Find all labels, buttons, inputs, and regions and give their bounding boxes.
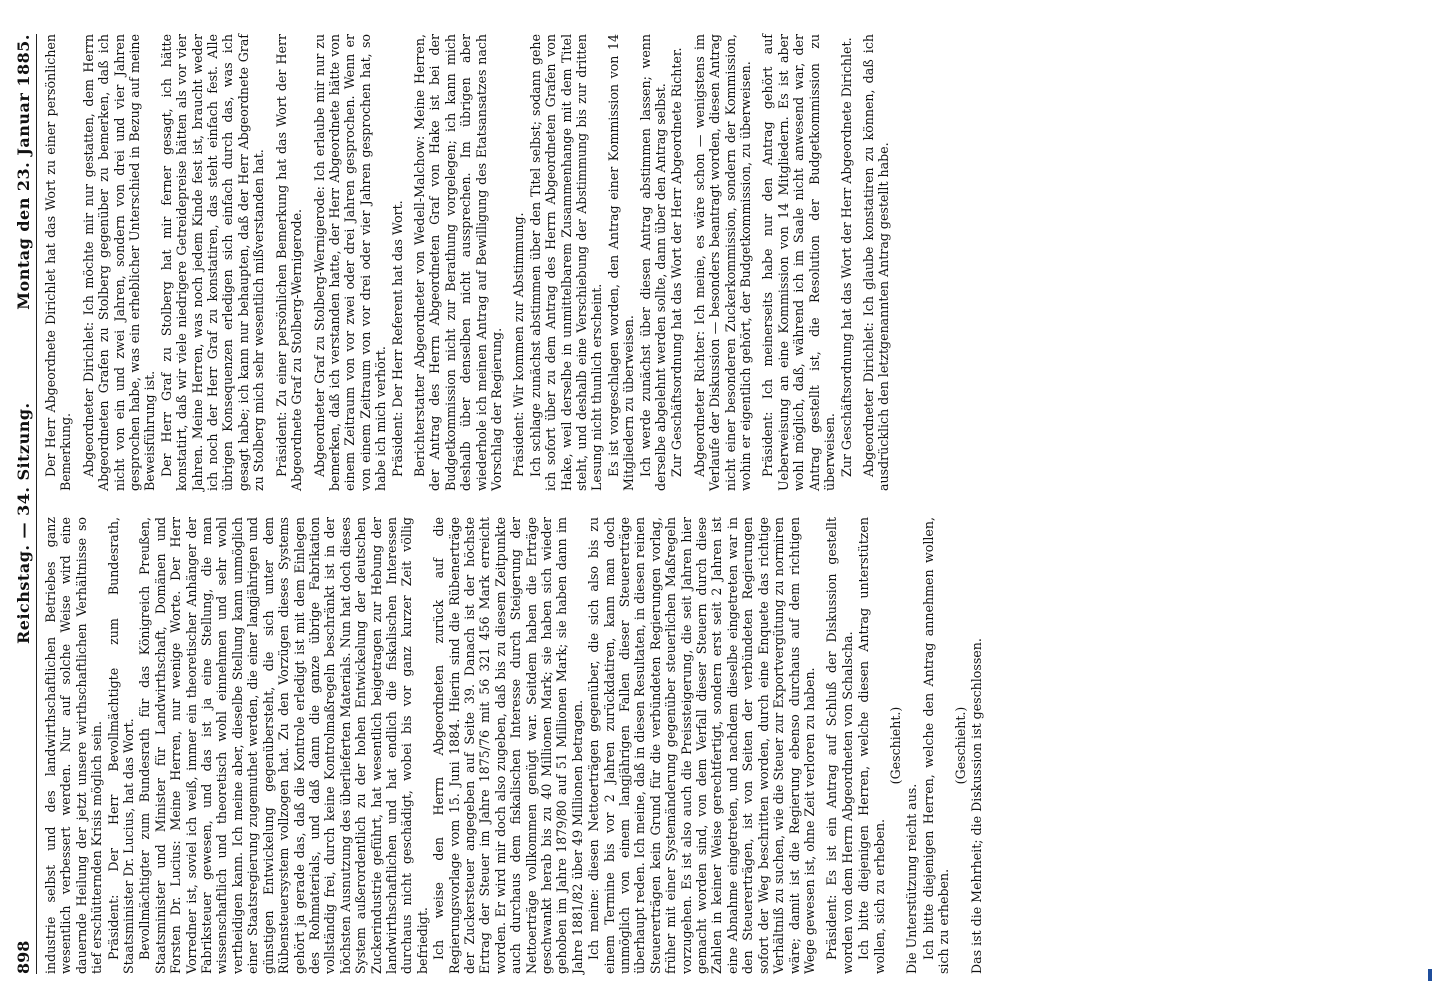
paragraph: Präsident: Wir kommen zur Abstimmung. bbox=[511, 212, 527, 477]
paragraph: Präsident: Es ist ein Antrag auf Schluß der Diskussion gestellt worden von dem Herrn Abgeordneten von Schalscha. bbox=[824, 517, 855, 974]
paragraph: Ich bitte diejenigen Herren, welche diesen Antrag unterstützen wollen, sich zu erheben. bbox=[856, 517, 887, 974]
paragraph: Ich werde zunächst über diesen Antrag abstimmen lassen; wenn derselbe abgelehnt werden sollte, dann über den Antrag selbst. bbox=[637, 34, 669, 491]
paragraph: Präsident: Zu einer persönlichen Bemerkung hat das Wort der Herr Abgeordnete Graf zu Stolberg-Wernigerode. bbox=[273, 34, 305, 491]
paragraph: Zur Geschäftsordnung hat das Wort der Herr Abgeordnete Dirichlet. bbox=[838, 37, 854, 477]
paragraph: Der Herr Graf zu Stolberg hat mir ferner gesagt, ich hätte konstatirt, daß wir viele niedrigere Getreidepreise hätten als vor vier Jahren. Meine Herren, was noch jedem Kinde fest ist, braucht weder ich noch der Herr Graf zu konstatiren, das steht einfach fest. Alle übrigen Konsequenzen erledigen sich einfach durch das, was ich gesagt habe; ich kann nur behaupten, daß der Herr Abgeordnete Graf zu Stolberg mich sehr wesentlich mißverstanden hat. bbox=[158, 34, 267, 491]
paragraph: Es ist vorgeschlagen worden, den Antrag einer Kommission von 14 Mitgliedern zu überweisen. bbox=[605, 34, 637, 491]
paragraph: Zur Geschäftsordnung hat das Wort der Herr Abgeordnete Richter. bbox=[669, 47, 685, 477]
paragraph: Abgeordneter Richter: Ich meine, es wäre schon — wenigstens im Verlaufe der Diskussion — besonders beantragt worden, diesen Antrag nicht einer besonderen Zuckerkommission, sondern der Kommission, wohin er eigentlich gehört, der Budgetkommission, zu überweisen. bbox=[691, 34, 754, 491]
digitization-credit bbox=[1410, 0, 1432, 1000]
paragraph: (Geschieht.) bbox=[887, 706, 903, 785]
paragraph: Präsident: Der Herr Bevollmächtigte zum Bundesrath, Staatsminister Dr. Lucius, hat das Wort. bbox=[105, 517, 137, 974]
paragraph: (Geschieht.) bbox=[952, 706, 968, 785]
page-number: 898 bbox=[14, 940, 33, 974]
paragraph: Ich weise den Herrn Abgeordneten zurück auf die Regierungsvorlage vom 15. Juni 1884. Hierin sind die Rübenerträge der Zuckersteuer angegeben auf Seite 39. Danach ist der höchste Ertrag der Steuer im Jahre 1875/76 mit 56 321 456 Mark erreicht worden. Er wird mir doch also zugeben, daß bis zu diesem Zeitpunkte auch durchaus dem fiskalischen Interesse durch Steigerung der Nettoerträge vollkommen genügt war. Seitdem haben die Erträge geschwankt herab bis zu 40 Millionen Mark; sie haben sich wieder gehoben im Jahre 1879/80 auf 51 Millionen Mark; sie haben dann im Jahre 1881/82 über 49 Millionen betragen. bbox=[431, 517, 585, 974]
paragraph: Abgeordneter Dirichlet: Ich glaube konstatiren zu können, daß ich ausdrücklich den letztgenannten Antrag gestellt habe. bbox=[860, 34, 892, 491]
paragraph: Das ist die Mehrheit; die Diskussion ist geschlossen. bbox=[968, 638, 984, 974]
left-column bbox=[43, 517, 985, 974]
paragraph: Der Herr Abgeordnete Dirichlet hat das Wort zu einer persönlichen Bemerkung. bbox=[43, 34, 74, 491]
page-header bbox=[14, 34, 37, 974]
paragraph: Ich schlage zunächst abstimmen über den Titel selbst; sodann gehe ich sofort über zu dem Antrag des Herrn Abgeordneten Grafen von Hake, weil derselbe in unmittelbarem Zusammenhange mit dem Titel steht, und deshalb eine Verschiebung der Abstimmung bis zur dritten Lesung nicht thunlich erscheint. bbox=[527, 34, 605, 491]
session-date: Montag den 23. Januar 1885. bbox=[14, 34, 33, 310]
paragraph: industrie selbst und des landwirthschaftlichen Betriebes ganz wesentlich verbessert werden. Nur auf solche Weise wird eine dauernde Heilung der jetzt unsere wirthschaftlichen Verhältnisse so tief erschütternden Krisis möglich sein. bbox=[43, 517, 105, 974]
session-title: Reichstag. — 34. Sitzung. bbox=[14, 402, 33, 644]
paragraph: Präsident: Ich meinerseits habe nur den Antrag gehört auf Ueberweisung an eine Kommission von 14 Mitgliedern. Es ist aber wohl möglich, daß, während ich im Saale nicht anwesend war, der Antrag gestellt ist, die Resolution der Budgetkommission zu überweisen. bbox=[760, 34, 838, 491]
paragraph: Berichterstatter Abgeordneter von Wedell-Malchow: Meine Herren, der Antrag des Herrn Abgeordneten Graf von Hake ist bei der Budgetkommission nicht zur Berathung vorgelegen; ich kann mich deshalb über denselben nicht aussprechen. Im übrigen aber wiederhole ich meinen Antrag auf Bewilligung des Etatsansatzes nach Vorschlag der Regierung. bbox=[411, 34, 504, 491]
dfg-logo bbox=[1428, 969, 1432, 981]
text-columns bbox=[43, 34, 985, 974]
paragraph: Ich meine: diesen Nettoerträgen gegenüber, die sich also bis zu einem Termine bis vor 2 Jahren zurückdatiren, kann man doch unmöglich von einem langjährigen Fallen dieser Steuererträge überhaupt reden. Ich meine, daß in diesen Resultaten, in diesen reinen Steuererträgen kein Grund für die verbündeten Regierungen vorlag, früher mit einer Systemänderung gegenüber steuerlichen Maßregeln vorzugehen. Es ist also auch die Preissteigerung, die seit Jahren hier gemacht worden sind, von dem Verfall dieser Steuern durch diese Zahlen in keiner Weise gerechtfertigt, sondern erst seit 2 Jahren ist eine Abnahme eingetreten, und nachdem dieselbe eingetreten war in den Steuererträgen, ist von Seiten der verbündeten Regierungen sofort der Weg beschritten worden, durch eine Enquete das richtige Verhältniß zu suchen, wie die Steuer zur Exportvergütung zu normiren wäre; damit ist die Regierung ebenso durchaus auf dem richtigen Wege gewesen ist, ohne Zeit verloren zu haben. bbox=[586, 517, 817, 974]
paragraph: Die Unterstützung reicht aus. bbox=[904, 783, 920, 974]
paragraph: Bevollmächtigter zum Bundesrath für das Königreich Preußen, Staatsminister und Minister für Landwirthschaft, Domänen und Forsten Dr. Lucius: Meine Herren, nur wenige Worte. Der Herr Vorredner ist, soviel ich weiß, immer ein theoretischer Anhänger der Fabriksteuer gewesen, und das ist ja eine Stellung, die man wissenschaftlich und theoretisch wohl einnehmen und sehr wohl vertheidigen kann. Ich meine aber, dieselbe Stellung kann unmöglich einer Staatsregierung zugemuthet werden, die einer langjährigen und günstigen Entwickelung gegenübersteht, die sich unter dem Rübensteuersystem vollzogen hat. Zu den Vorzügen dieses Systems gehört ja gerade das, daß die Kontrole erledigt ist mit dem Einlegen des Rohmaterials, und daß dann die ganze übrige Fabrikation vollständig frei, durch keine Kontrolmaßregeln beschränkt ist in der höchsten Ausnutzung des überlieferten Materials. Nun hat doch dieses System außerordentlich zu der hohen Entwickelung der deutschen Zuckerindustrie geführt, hat wesentlich beigetragen zur Hebung der landwirthschaftlichen und hat endlich die fiskalischen Interessen durchaus nicht geschädigt, wobei bis vor ganz kurzer Zeit völlig befriedigt. bbox=[137, 517, 430, 974]
paragraph: Ich bitte diejenigen Herren, welche den Antrag annehmen wollen, sich zu erheben. bbox=[920, 517, 952, 974]
right-column bbox=[43, 34, 985, 491]
paragraph: Abgeordneter Dirichlet: Ich möchte mir nur gestatten, dem Herrn Abgeordneten Grafen zu Stolberg gegenüber zu bemerken, daß ich nicht von ein und zwei Jahren, sondern von drei und vier Jahren gesprochen habe, was ein erheblicher Unterschied in Bezug auf meine Beweisführung ist. bbox=[80, 34, 158, 491]
paragraph: Abgeordneter Graf zu Stolberg-Wernigerode: Ich erlaube mir nur zu bemerken, daß ich verstanden hatte, der Herr Abgeordnete hätte von einem Zeitraum von vor zwei oder drei Jahren gesprochen. Wenn er von einem Zeitraum von vor drei oder vier Jahren gesprochen hat, so habe ich mich verhört. bbox=[311, 34, 389, 491]
paragraph: Präsident: Der Herr Referent hat das Wort. bbox=[389, 200, 405, 477]
